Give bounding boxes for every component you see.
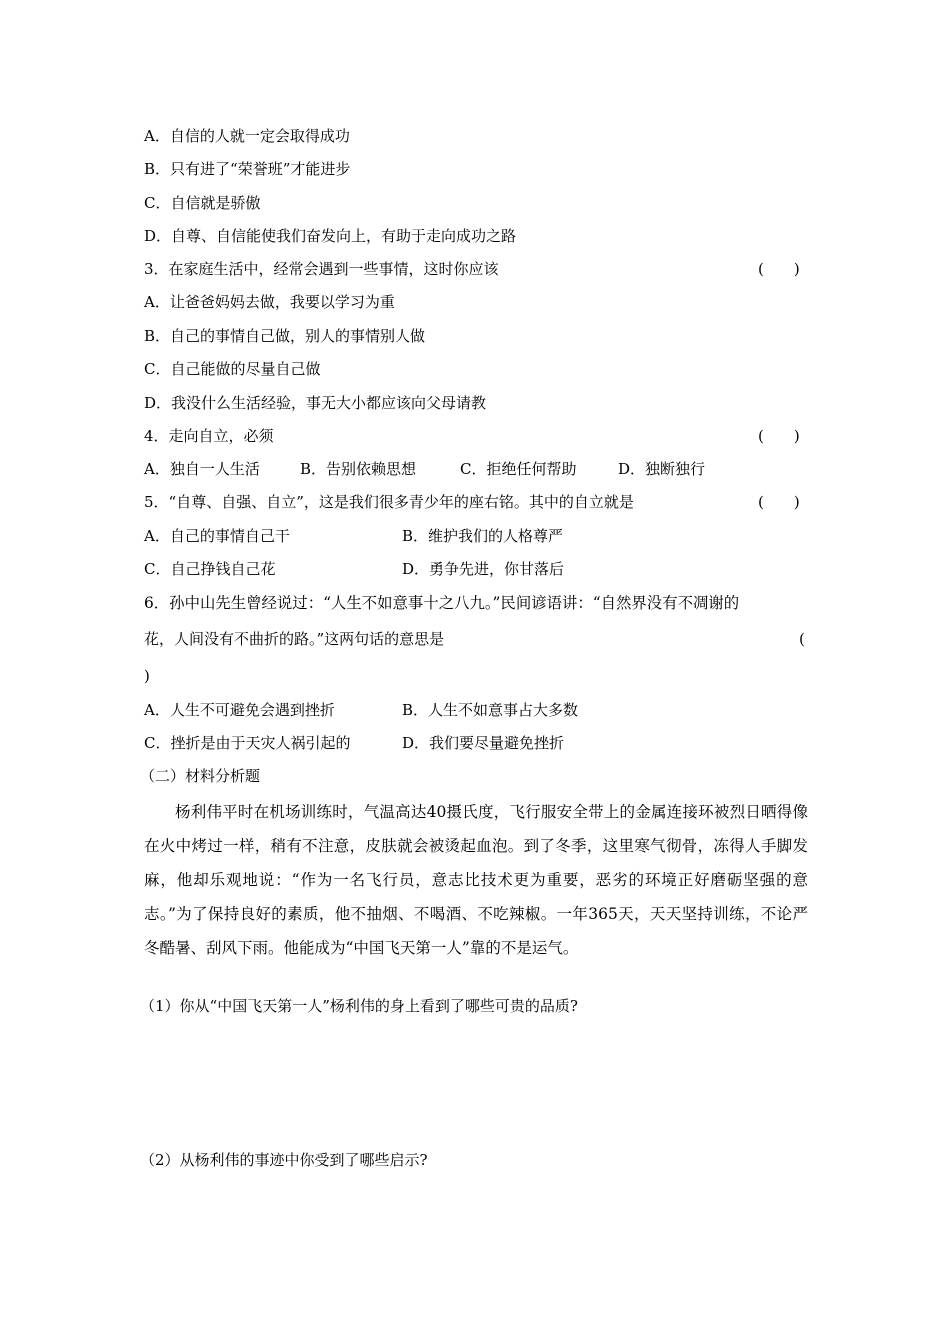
q4-answer-paren: ( ) xyxy=(758,427,800,445)
q3-answer-paren: ( ) xyxy=(758,260,800,278)
analysis-question-1: （1）你从“中国飞天第一人”杨利伟的身上看到了哪些可贵的品质? xyxy=(140,997,578,1015)
q3-option-a: A．让爸爸妈妈去做，我要以学习为重 xyxy=(144,293,395,311)
q5-option-d: D．勇争先进，你甘落后 xyxy=(402,560,565,578)
q3-stem: 3．在家庭生活中，经常会遇到一些事情，这时你应该 xyxy=(144,260,499,278)
q4-option-c: C．拒绝任何帮助 xyxy=(460,460,577,478)
q2-option-b: B．只有进了“荣誉班”才能进步 xyxy=(144,160,351,178)
q5-option-a: A．自己的事情自己干 xyxy=(144,527,290,545)
q5-stem: 5．“自尊、自强、自立”，这是我们很多青少年的座右铭。其中的自立就是 xyxy=(144,493,634,511)
section2-heading: （二）材料分析题 xyxy=(140,767,261,785)
q6-stem-line1: 6．孙中山先生曾经说过：“人生不如意事十之八九。”民间谚语讲：“自然界没有不凋谢的 xyxy=(144,594,740,612)
q6-option-c: C．挫折是由于天灾人祸引起的 xyxy=(144,734,351,752)
q6-stem-line2: 花，人间没有不曲折的路。”这两句话的意思是 xyxy=(144,630,445,648)
q6-option-b: B．人生不如意事占大多数 xyxy=(402,701,579,719)
q4-option-b: B．告别依赖思想 xyxy=(300,460,417,478)
q3-option-c: C．自己能做的尽量自己做 xyxy=(144,360,321,378)
q5-option-b: B．维护我们的人格尊严 xyxy=(402,527,564,545)
q3-option-b: B．自己的事情自己做，别人的事情别人做 xyxy=(144,327,426,345)
q2-option-a: A．自信的人就一定会取得成功 xyxy=(144,127,350,145)
material-passage: 杨利伟平时在机场训练时，气温高达40摄氏度，飞行服安全带上的金属连接环被烈日晒得像在火中烤过一样，稍有不注意，皮肤就会被烫起血泡。到了冬季，这里寒气彻骨，冻得人手脚发麻，他却乐观地说：“作为一名飞行员，意志比技术更为重要，恶劣的环境正好磨砺坚强的意志。”为了保持良好的素质，他不抽烟、不喝酒、不吃辣椒。一年365天，天天坚持训练，不论严冬酷暑、刮风下雨。他能成为“中国飞天第一人”靠的不是运气。 xyxy=(144,803,808,957)
q5-answer-paren: ( ) xyxy=(758,493,800,511)
q6-paren-open: ( xyxy=(799,630,805,648)
q5-option-c: C．自己挣钱自己花 xyxy=(144,560,276,578)
q4-stem: 4．走向自立，必须 xyxy=(144,427,274,445)
q6-option-a: A．人生不可避免会遇到挫折 xyxy=(144,701,335,719)
q2-option-c: C．自信就是骄傲 xyxy=(144,194,261,212)
q2-option-d: D．自尊、自信能使我们奋发向上，有助于走向成功之路 xyxy=(144,227,517,245)
q3-option-d: D．我没什么生活经验，事无大小都应该向父母请教 xyxy=(144,394,487,412)
q4-option-a: A．独自一人生活 xyxy=(144,460,260,478)
analysis-question-2: （2）从杨利伟的事迹中你受到了哪些启示? xyxy=(140,1151,428,1169)
q6-paren-close: ) xyxy=(144,667,150,685)
q6-option-d: D．我们要尽量避免挫折 xyxy=(402,734,565,752)
q4-option-d: D．独断独行 xyxy=(618,460,706,478)
